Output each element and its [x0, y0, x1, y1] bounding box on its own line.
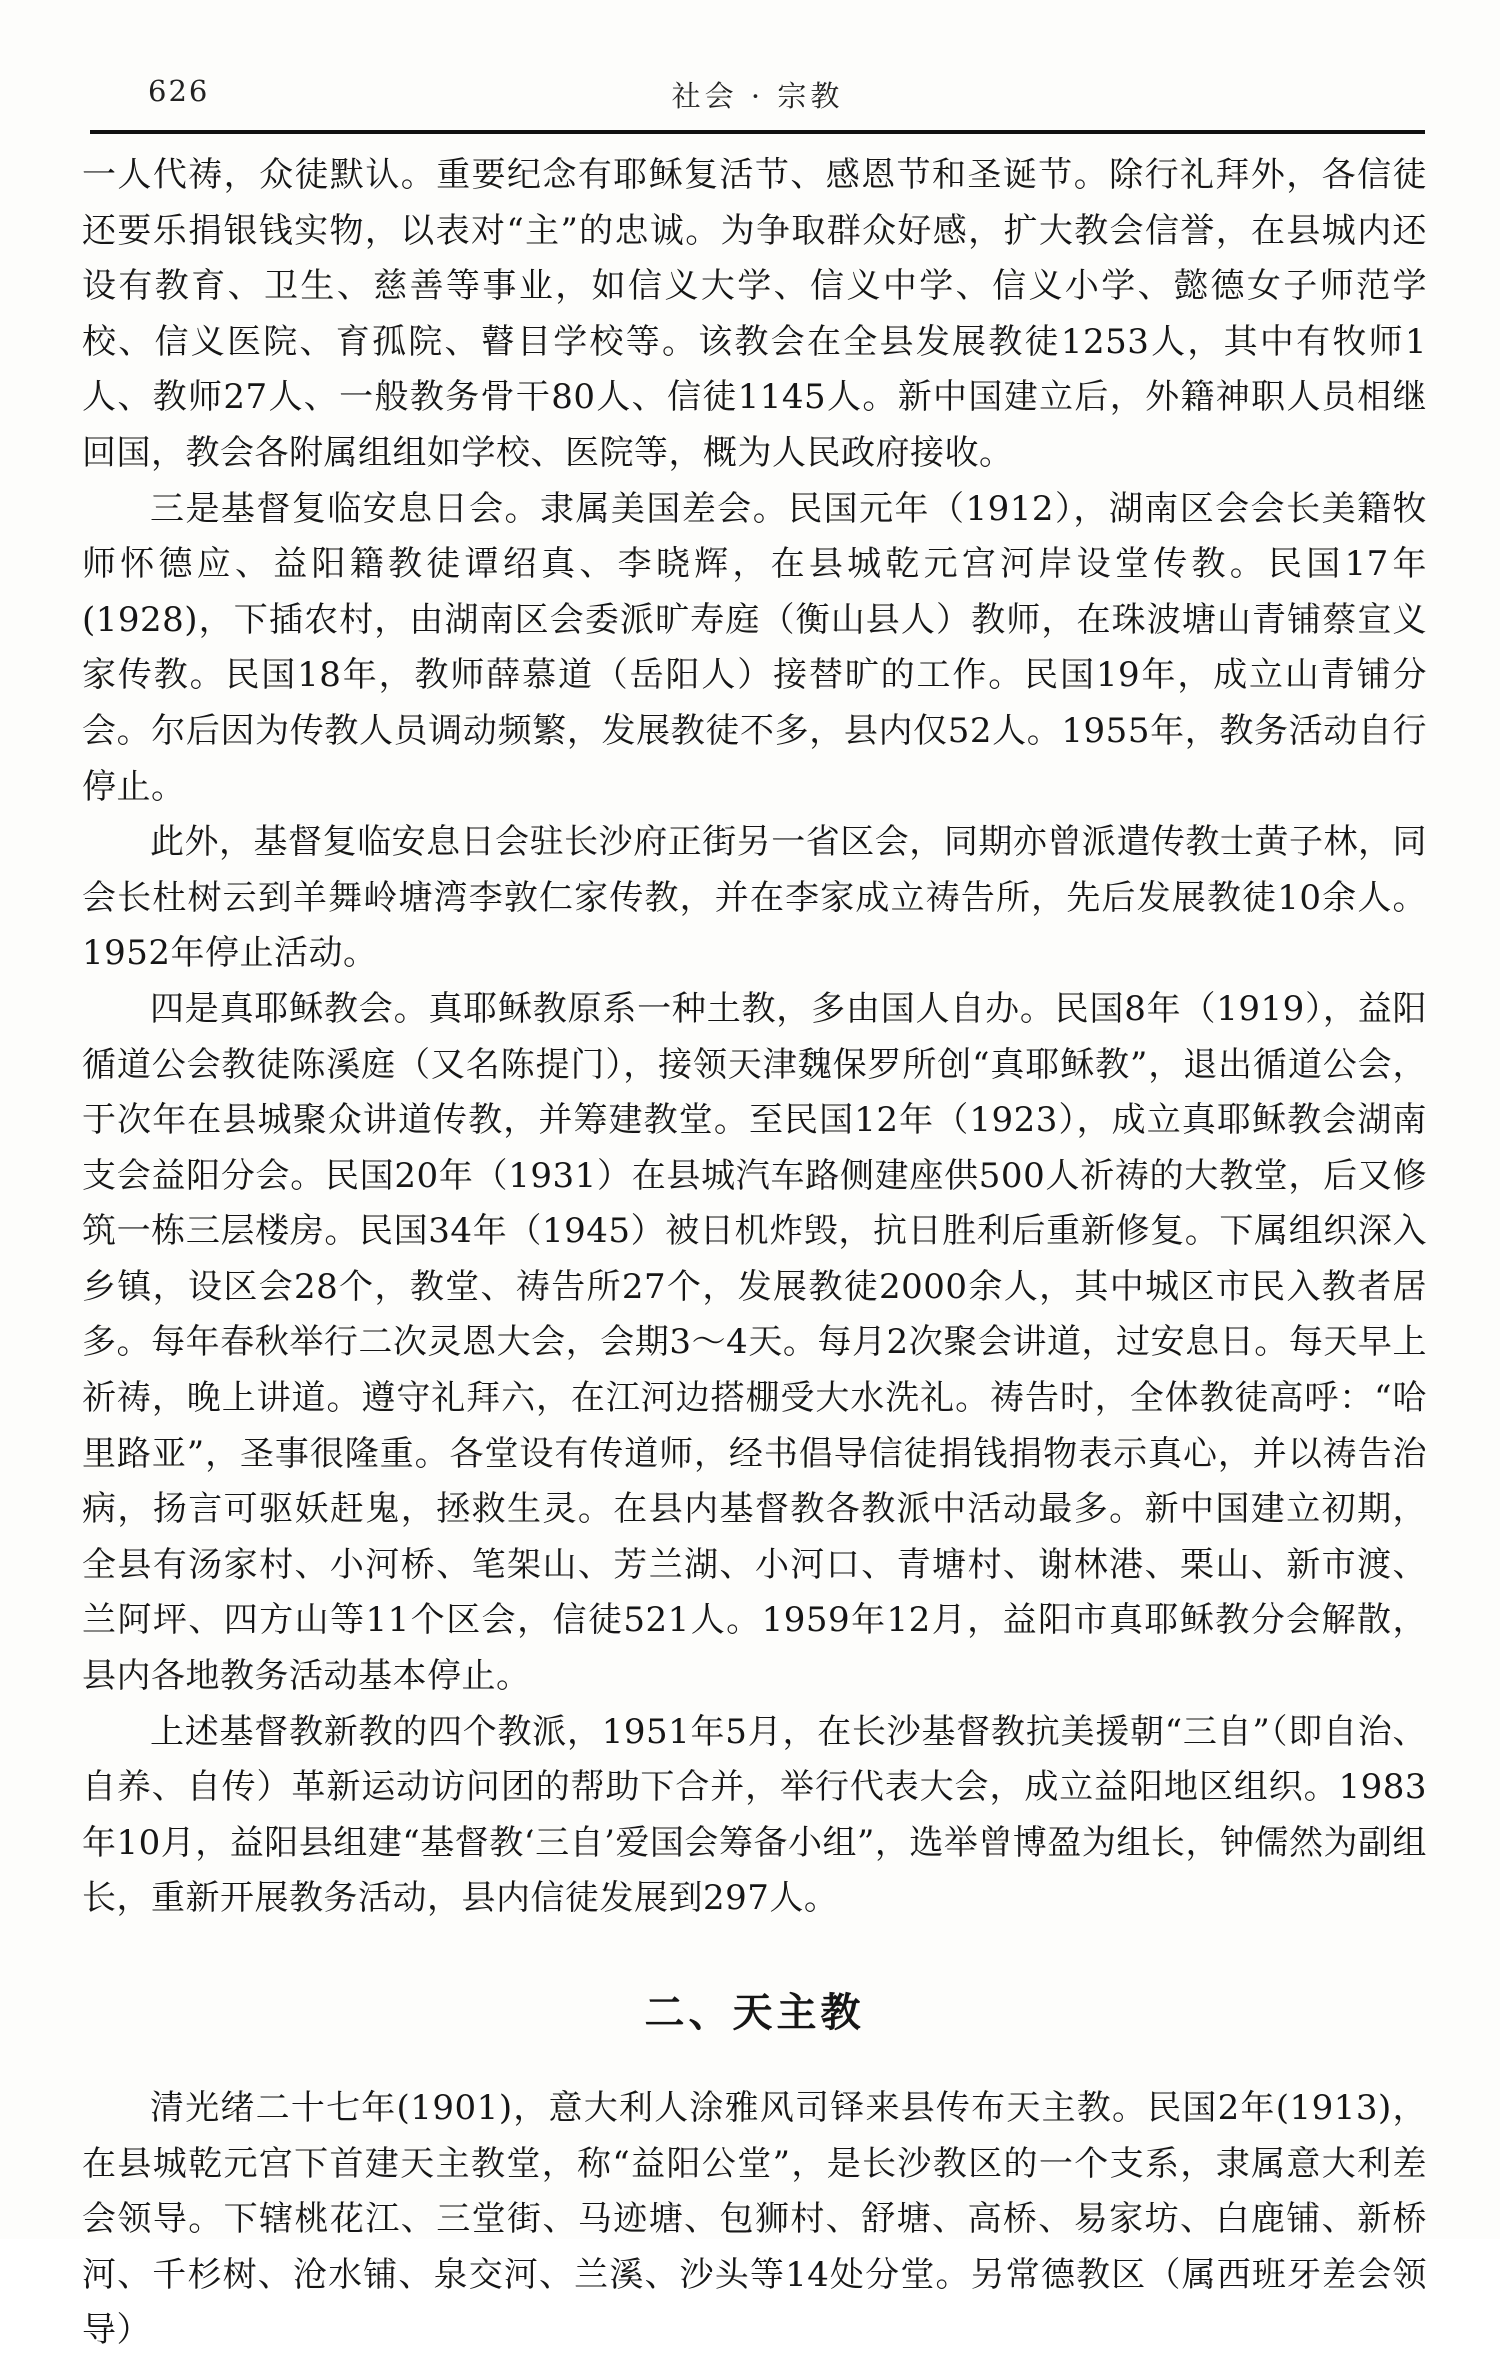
paragraph-true-jesus-church: 四是真耶稣教会。真耶稣教原系一种土教，多由国人自办。民国8年（1919），益阳循道公会教徒陈溪庭（又名陈提门），接领天津魏保罗所创“真耶稣教”，退出循道公会，于次年在县城聚众讲道传教，并筹建教堂。至民国12年（1923），成立真耶稣教会湖南支会益阳分会。民国20年（1931）在县城汽车路侧建座供500人祈祷的大教堂，后又修筑一栋三层楼房。民国34年（1945）被日机炸毁，抗日胜利后重新修复。下属组织深入乡镇，设区会28个，教堂、祷告所27个，发展教徒2000余人，其中城区市民入教者居多。每年春秋举行二次灵恩大会，会期3～4天。每月2次聚会讲道，过安息日。每天早上祈祷，晚上讲道。遵守礼拜六，在江河边搭棚受大水洗礼。祷告时，全体教徒高呼：“哈里路亚”，圣事很隆重。各堂设有传道师，经书倡导信徒捐钱捐物表示真心，并以祷告治病，扬言可驱妖赶鬼，拯救生灵。在县内基督教各教派中活动最多。新中国建立初期，全县有汤家村、小河桥、笔架山、芳兰湖、小河口、青塘村、谢林港、栗山、新市渡、兰阿坪、四方山等11个区会，信徒521人。1959年12月，益阳市真耶稣教分会解散，县内各地教务活动基本停止。: [82, 988, 1427, 1697]
paragraph-catholic-intro: 清光绪二十七年(1901)，意大利人涂雅风司铎来县传布天主教。民国2年(1913)，在县城乾元宫下首建天主教堂，称“益阳公堂”，是长沙教区的一个支系，隶属意大利差会领导。下辖桃花江、三堂街、马迹塘、包狮村、舒塘、高桥、易家坊、白鹿铺、新桥河、千杉树、沧水铺、泉交河、兰溪、沙头等14处分堂。另常德教区（属西班牙差会领导）: [82, 2088, 1427, 2351]
paragraph-adventist-provincial: 此外，基督复临安息日会驻长沙府正街另一省区会，同期亦曾派遣传教士黄子林，同会长杜树云到羊舞岭塘湾李敦仁家传教，并在李家成立祷告所，先后发展教徒10余人。1952年停止活动。: [82, 822, 1427, 974]
paragraph-merger-summary: 上述基督教新教的四个教派，1951年5月，在长沙基督教抗美援朝“三自”（即自治、自养、自传）革新运动访问团的帮助下合并，举行代表大会，成立益阳地区组织。1983年10月，益阳县组建“基督教‘三自’爱国会筹备小组”，选举曾博盈为组长，钟儒然为副组长，重新开展教务活动，县内信徒发展到297人。: [82, 1711, 1427, 1919]
paragraph-continued: 一人代祷，众徒默认。重要纪念有耶稣复活节、感恩节和圣诞节。除行礼拜外，各信徒还要乐捐银钱实物，以表对“主”的忠诚。为争取群众好感，扩大教会信誉，在县城内还设有教育、卫生、慈善等事业，如信义大学、信义中学、信义小学、懿德女子师范学校、信义医院、育孤院、瞽目学校等。该教会在全县发展教徒1253人，其中有牧师1人、教师27人、一般教务骨干80人、信徒1145人。新中国建立后，外籍神职人员相继回国，教会各附属组组如学校、医院等，概为人民政府接收。: [82, 155, 1427, 473]
section-heading-catholic: 二、天主教: [644, 1990, 865, 2036]
page-number: 626: [148, 74, 210, 108]
body-text: [82, 148, 1427, 2359]
page-header: [90, 68, 1425, 124]
header-rule: [90, 130, 1425, 134]
paragraph-seventh-day-adventist: 三是基督复临安息日会。隶属美国差会。民国元年（1912），湖南区会会长美籍牧师怀德应、益阳籍教徒谭绍真、李晓辉，在县城乾元宫河岸设堂传教。民国17年(1928)，下插农村，由湖南区会委派旷寿庭（衡山县人）教师，在珠波塘山青铺蔡宣义家传教。民国18年，教师薛慕道（岳阳人）接替旷的工作。民国19年，成立山青铺分会。尔后因为传教人员调动频繁，发展教徒不多，县内仅52人。1955年，教务活动自行停止。: [82, 488, 1427, 807]
running-title: 社会 · 宗教: [671, 79, 844, 113]
